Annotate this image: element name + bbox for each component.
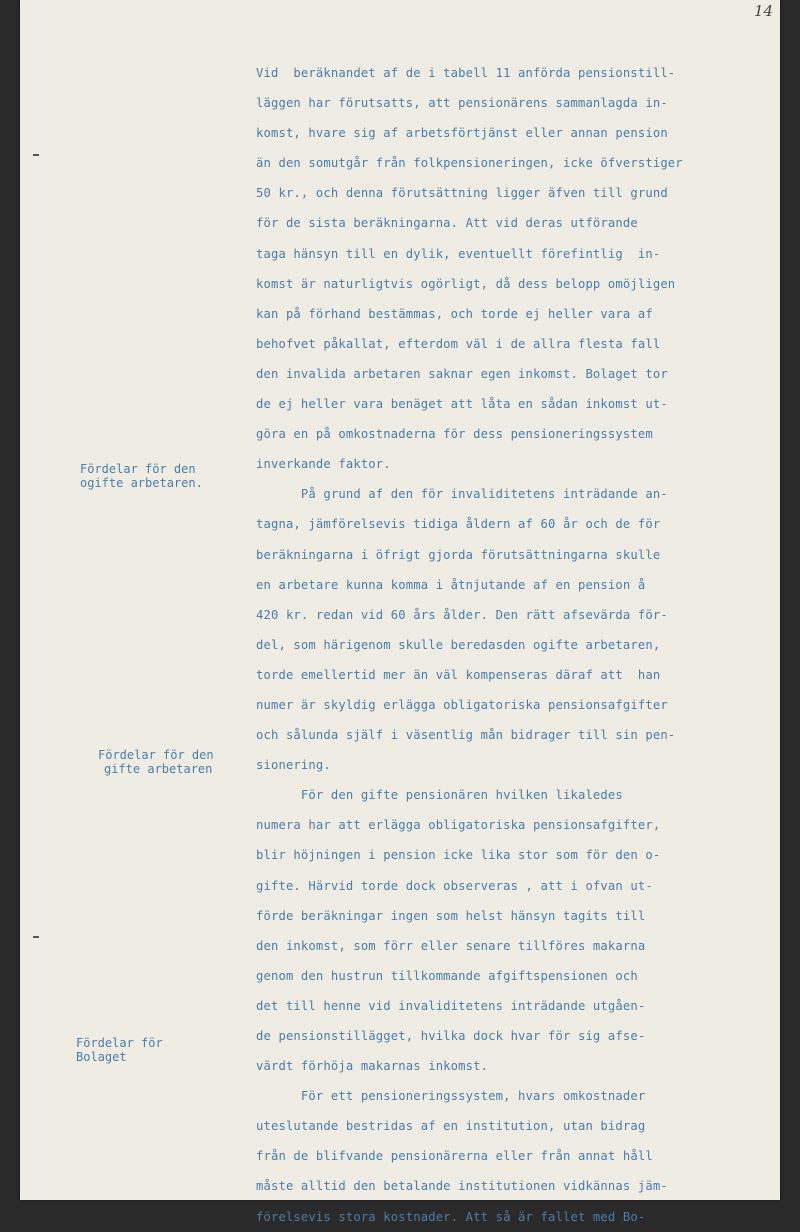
margin-note-bolaget [76, 1036, 163, 1064]
text-line: Vid beräknandet af de i tabell 11 anförda pensionstill- [256, 66, 676, 80]
text-line: och sålunda själf i väsentlig mån bidrager till sin pen- [256, 728, 676, 743]
text-line: än den somutgår från folkpensioneringen, icke öfverstiger [256, 156, 683, 171]
text-line: läggen har förutsatts, att pensionärens sammanlagda in- [256, 96, 668, 111]
text-line: kan på förhand bestämmas, och torde ej heller vara af [256, 306, 653, 321]
text-line: numera har att erlägga obligatoriska pensionsafgifter, [256, 818, 661, 833]
text-line: förde beräkningar ingen som helst hänsyn tagits till [256, 908, 646, 923]
text-line: sionering. [256, 758, 331, 773]
typed-body-text [256, 58, 766, 1232]
margin-note-line: Fördelar för den [98, 748, 214, 762]
margin-tick-mark [33, 154, 39, 156]
margin-note-line: Fördelar för [76, 1036, 163, 1050]
text-line: den inkomst, som förr eller senare tillföres makarna [256, 938, 646, 953]
text-line: de ej heller vara benäget att låta en sådan inkomst ut- [256, 397, 668, 412]
text-line: komst är naturligtvis ogörligt, då dess belopp omöjligen [256, 276, 676, 291]
margin-note-gifte [98, 748, 214, 776]
text-line: göra en på omkostnaderna för dess pensioneringssystem [256, 427, 653, 442]
text-line: tagna, jämförelsevis tidiga åldern af 60 år och de för [256, 517, 661, 532]
text-line: del, som härigenom skulle beredasden ogifte arbetaren, [256, 637, 661, 652]
text-line: förelsevis stora kostnader. Att så är fallet med Bo- [256, 1209, 646, 1224]
text-line: numer är skyldig erlägga obligatoriska pensionsafgifter [256, 697, 668, 712]
text-line: genom den hustrun tillkommande afgiftspensionen och [256, 968, 638, 983]
text-line: för de sista beräkningarna. Att vid deras utförande [256, 216, 638, 231]
text-line: blir höjningen i pension icke lika stor som för den o- [256, 848, 661, 863]
text-line: På grund af den för invaliditetens inträdande an- [256, 487, 668, 502]
text-line: behofvet påkallat, efterdom väl i de allra flesta fall [256, 336, 661, 351]
text-line: taga hänsyn till en dylik, eventuellt förefintlig in- [256, 246, 661, 261]
text-line: det till henne vid invaliditetens inträdande utgåen- [256, 998, 646, 1013]
text-line: gifte. Härvid torde dock observeras , att i ofvan ut- [256, 878, 653, 893]
text-line: torde emellertid mer än väl kompenseras däraf att han [256, 667, 661, 682]
margin-note-line: Fördelar för den [80, 462, 196, 476]
text-line: uteslutande bestridas af en institution, utan bidrag [256, 1119, 646, 1134]
text-line: För ett pensioneringssystem, hvars omkostnader [256, 1089, 646, 1104]
text-line: de pensionstillägget, hvilka dock hvar för sig afse- [256, 1029, 646, 1043]
document-page [20, 0, 780, 1224]
text-line: inverkande faktor. [256, 457, 391, 472]
text-line: från de blifvande pensionärerna eller från annat håll [256, 1149, 653, 1164]
text-line: 50 kr., och denna förutsättning ligger äfven till grund [256, 186, 668, 201]
margin-note-line: Bolaget [76, 1050, 127, 1064]
text-line: komst, hvare sig af arbetsförtjänst eller annan pension [256, 126, 668, 141]
page-number: 14 [754, 2, 774, 20]
text-line: måste alltid den betalande institutionen vidkännas jäm- [256, 1179, 668, 1194]
margin-note-ogifte [80, 462, 203, 490]
margin-note-line: gifte arbetaren [104, 762, 213, 776]
text-line: 420 kr. redan vid 60 års ålder. Den rätt afsevärda för- [256, 607, 668, 622]
text-line: För den gifte pensionären hvilken likaledes [256, 788, 623, 803]
text-line: den invalida arbetaren saknar egen inkomst. Bolaget tor [256, 366, 668, 381]
margin-note-line: ogifte arbetaren. [80, 476, 203, 490]
margin-tick-mark [33, 936, 39, 938]
text-line: värdt förhöja makarnas inkomst. [256, 1059, 489, 1074]
text-line: en arbetare kunna komma i åtnjutande af en pension å [256, 577, 646, 592]
text-line: beräkningarna i öfrigt gjorda förutsättningarna skulle [256, 547, 661, 562]
